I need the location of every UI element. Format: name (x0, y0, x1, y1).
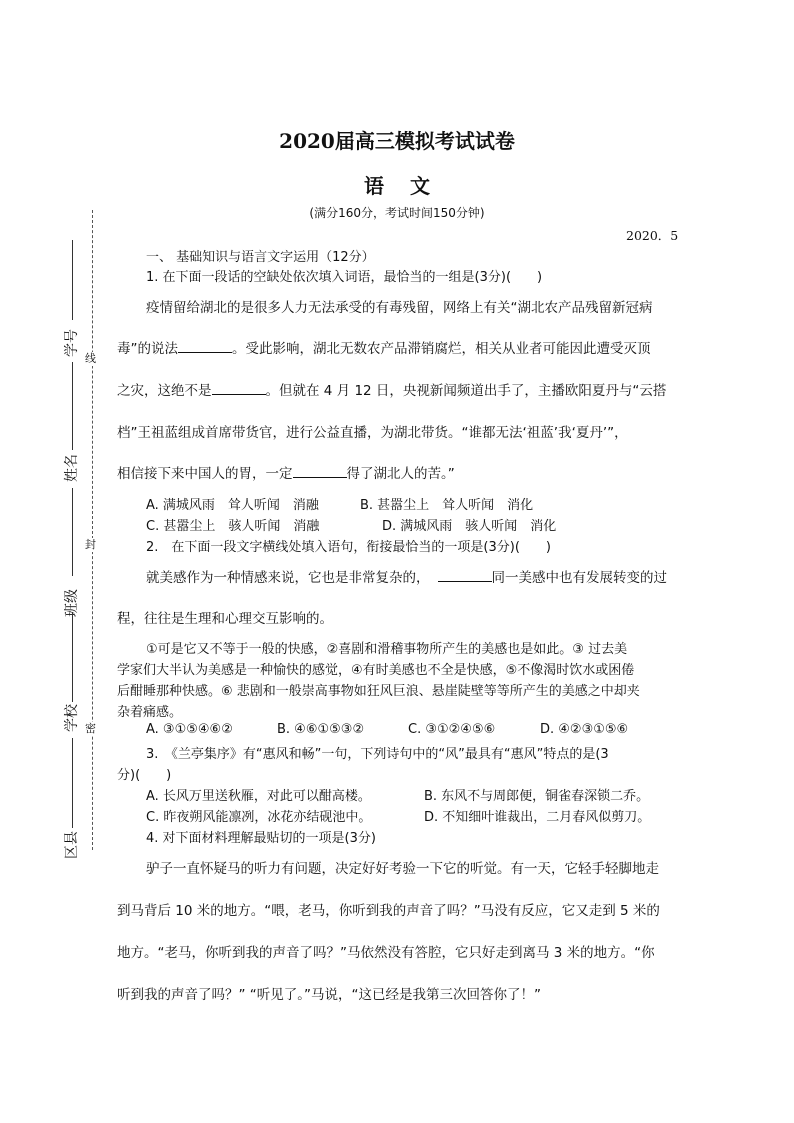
q4-passage-line: 到马背后 10 米的地方。“喂，老马，你听到我的声音了吗？”马没有反应，它又走到 5 米的 (117, 903, 660, 919)
seal-char-seal: 封 (85, 538, 96, 551)
q3-option-b[interactable]: B. 东风不与周郎便，铜雀春深锁二乔。 (424, 789, 650, 804)
answer-blank[interactable] (293, 476, 347, 478)
subject-title: 语文 (364, 174, 456, 198)
q3-stem-continued: 分)( ) (117, 768, 172, 783)
name-label: 姓名 (64, 454, 80, 482)
county-field[interactable] (72, 738, 73, 828)
q2-option-d[interactable]: D. ④②③①⑤⑥ (540, 722, 629, 737)
q1-passage-line: 档”王祖蓝组成首席带货官，进行公益直播，为湖北带货。“谁都无法‘祖蓝’我‘夏丹’”， (117, 425, 628, 441)
q2-option-b[interactable]: B. ④⑥①⑤③② (277, 722, 365, 737)
q1-option-b[interactable]: B. 甚嚣尘上 耸人听闻 消化 (360, 498, 534, 513)
q4-stem: 4. 对下面材料理解最贴切的一项是(3分) (146, 831, 376, 846)
q1-option-d[interactable]: D. 满城风雨 骇人听闻 消化 (382, 519, 557, 534)
q2-passage-line: 就美感作为一种情感来说，它也是非常复杂的， 同一美感中也有发展转变的过 (146, 570, 667, 586)
class-label: 班级 (64, 589, 80, 617)
q3-stem: 3. 《兰亭集序》有“惠风和畅”一句，下列诗句中的“风”最具有“惠风”特点的是(3 (146, 747, 609, 762)
seal-dashed-line (92, 210, 93, 850)
answer-blank[interactable] (438, 580, 492, 582)
exam-title: 2020届高三模拟考试试卷 (279, 129, 515, 153)
q2-sentence-line: ①可是它又不等于一般的快感，②喜剧和滑稽事物所产生的美感也是如此。③ 过去美 (146, 642, 628, 657)
answer-blank[interactable] (178, 351, 232, 353)
q1-stem: 1. 在下面一段话的空缺处依次填入词语，最恰当的一组是(3分)( ) (146, 270, 543, 285)
seal-char-secret: 密 (85, 722, 96, 735)
answer-blank[interactable] (212, 393, 266, 395)
q4-passage-line: 地方。“老马，你听到我的声音了吗？”马依然没有答腔，它只好走到离马 3 米的地方。“你 (117, 945, 655, 961)
q4-passage-line: 驴子一直怀疑马的听力有问题，决定好好考验一下它的听觉。有一天，它轻手轻脚地走 (146, 861, 659, 877)
seal-char-line: 线 (85, 352, 96, 365)
class-field[interactable] (72, 488, 73, 576)
q2-sentence-line: 杂着痛感。 (117, 705, 183, 720)
q2-stem: 2. 在下面一段文字横线处填入语句，衔接最恰当的一项是(3分)( ) (146, 540, 551, 555)
county-label: 区县 (64, 831, 80, 859)
q1-passage-line: 相信接下来中国人的胃，一定 得了湖北人的苦。” (117, 466, 455, 482)
q3-option-a[interactable]: A. 长风万里送秋雁，对此可以酣高楼。 (146, 789, 371, 804)
q2-sentence-line: 后酣睡那种快感。⑥ 悲剧和一般崇高事物如狂风巨浪、悬崖陡壁等等所产生的美感之中却夹 (117, 684, 640, 699)
q4-passage-line: 听到我的声音了吗？” “听见了。”马说，“这已经是我第三次回答你了！” (117, 987, 542, 1003)
school-label: 学校 (64, 704, 80, 732)
q1-option-c[interactable]: C. 甚嚣尘上 骇人听闻 消融 (146, 519, 320, 534)
exam-info: (满分160分，考试时间150分钟) (309, 206, 485, 220)
section-heading: 一、 基础知识与语言文字运用（12分） (146, 250, 375, 265)
q2-option-a[interactable]: A. ③①⑤④⑥② (146, 722, 233, 737)
q3-option-d[interactable]: D. 不知细叶谁裁出，二月春风似剪刀。 (424, 810, 651, 825)
student-id-field[interactable] (72, 240, 73, 320)
q2-passage-line: 程，往往是生理和心理交互影响的。 (117, 611, 333, 627)
q1-passage-line: 之灾，这绝不是 。但就在 4 月 12 日，央视新闻频道出手了，主播欧阳夏丹与“云搭 (117, 383, 667, 399)
q2-option-c[interactable]: C. ③①②④⑤⑥ (408, 722, 496, 737)
q1-option-a[interactable]: A. 满城风雨 耸人听闻 消融 (146, 498, 319, 513)
q2-sentence-line: 学家们大半认为美感是一种愉快的感觉，④有时美感也不全是快感，⑤不像渴时饮水或困倦 (117, 663, 635, 678)
student-id-label: 学号 (64, 329, 80, 357)
exam-date: 2020．5 (626, 228, 679, 243)
q1-passage-line: 疫情留给湖北的是很多人力无法承受的有毒残留，网络上有关“湖北农产品残留新冠病 (146, 300, 653, 316)
school-field[interactable] (72, 612, 73, 702)
q3-option-c[interactable]: C. 昨夜朔风能凛冽，冰花亦结砚池中。 (146, 810, 372, 825)
name-field[interactable] (72, 362, 73, 450)
q1-passage-line: 毒”的说法 。受此影响，湖北无数农产品滞销腐烂，相关从业者可能因此遭受灭顶 (117, 341, 651, 357)
